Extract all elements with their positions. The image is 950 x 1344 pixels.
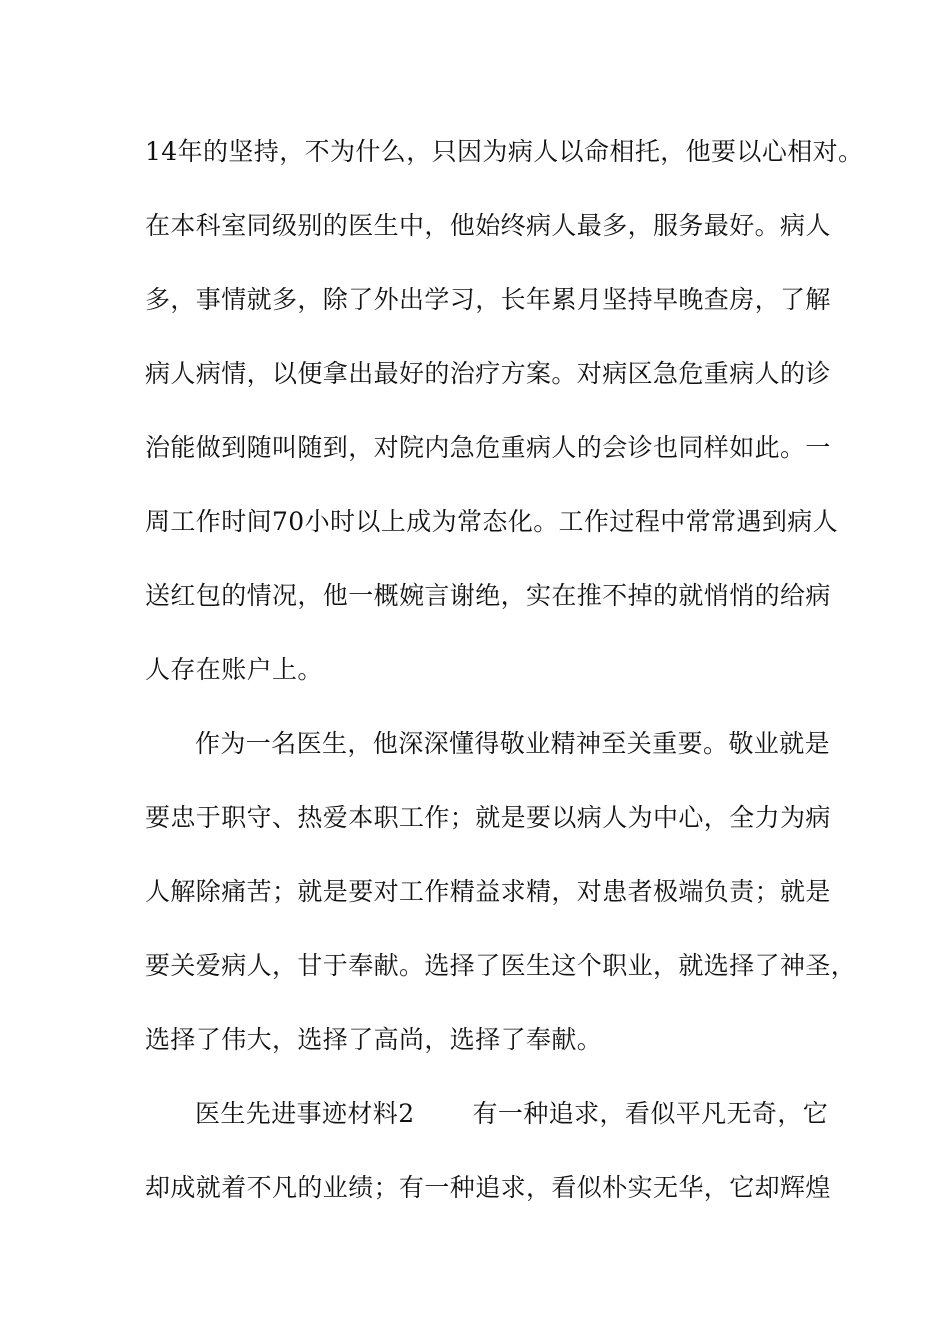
- section-title: 医生先进事迹材料2: [195, 1099, 415, 1128]
- text-line: 却成就着不凡的业绩；有一种追求，看似朴实无华，它却辉煌: [145, 1173, 831, 1202]
- section-heading-line: [145, 1090, 829, 1164]
- text-line: 多，事情就多，除了外出学习，长年累月坚持早晚查房，了解: [145, 285, 831, 314]
- text-line: 作为一名医生，他深深懂得敬业精神至关重要。敬业就是: [195, 729, 831, 758]
- text-line: 14年的坚持，不为什么，只因为病人以命相托，他要以心相对。: [145, 137, 864, 166]
- text-line: 要关爱病人，甘于奉献。选择了医生这个职业，就选择了神圣，: [145, 951, 857, 980]
- text-line: 治能做到随叫随到，对院内急危重病人的会诊也同样如此。一: [145, 433, 831, 462]
- text-line: 在本科室同级别的医生中，他始终病人最多，服务最好。病人: [145, 211, 831, 240]
- section-text: 有一种追求，看似平凡无奇，它: [472, 1099, 829, 1128]
- text-line: 周工作时间70小时以上成为常态化。工作过程中常常遇到病人: [145, 507, 839, 536]
- text-line: 选择了伟大，选择了高尚，选择了奉献。: [145, 1025, 603, 1054]
- text-line: 人解除痛苦；就是要对工作精益求精，对患者极端负责；就是: [145, 877, 831, 906]
- body-text: [145, 128, 864, 1238]
- text-line: 要忠于职守、热爱本职工作；就是要以病人为中心，全力为病: [145, 803, 831, 832]
- text-line: 送红包的情况，他一概婉言谢绝，实在推不掉的就悄悄的给病: [145, 581, 831, 610]
- text-line: 病人病情，以便拿出最好的治疗方案。对病区急危重病人的诊: [145, 359, 831, 388]
- text-line: 人存在账户上。: [145, 655, 323, 684]
